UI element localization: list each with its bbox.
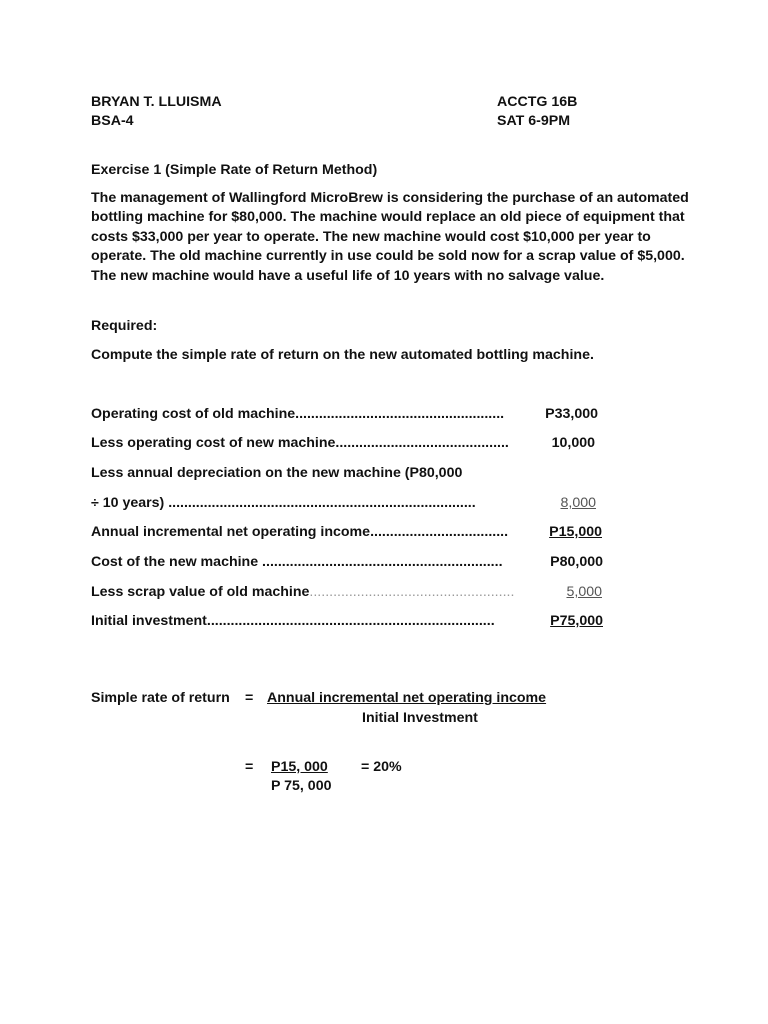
course-code: ACCTG 16B	[497, 94, 578, 110]
formula-label: Simple rate of return	[91, 690, 230, 706]
line-depreciation-years-label: ÷ 10 years) ..............................................................................	[91, 495, 476, 511]
formula-result: = 20%	[361, 759, 402, 775]
line-depreciation-value: 8,000	[560, 495, 596, 511]
line-initial-investment-value: P75,000	[550, 613, 603, 629]
student-section: BSA-4	[91, 113, 134, 129]
formula-numerator: Annual incremental net operating income	[267, 690, 547, 706]
formula-den-value: P 75, 000	[271, 778, 332, 794]
problem-statement: The management of Wallingford MicroBrew is considering the purchase of an automated bottling machine for $80,000. The machine would replace an old piece of equipment that costs $33,000 per year to operate. The new machine would cost $10,000 per year to operate. The old machine currently in use could be sold now for a scrap value of $5,000. The new machine would have a useful life of 10 years with no salvage value.	[91, 190, 689, 284]
line-old-operating-cost-value: P33,000	[545, 406, 598, 422]
line-net-operating-income-label: Annual incremental net operating income...................................	[91, 524, 509, 540]
line-machine-cost-label: Cost of the new machine .............................................................	[91, 554, 503, 570]
required-label: Required:	[91, 318, 158, 334]
formula-equals: =	[245, 690, 254, 706]
exercise-title: Exercise 1 (Simple Rate of Return Method)	[91, 162, 378, 178]
line-old-operating-cost-label: Operating cost of old machine.....................................................	[91, 406, 505, 422]
formula-denominator: Initial Investment	[362, 710, 478, 726]
line-new-operating-cost-label: Less operating cost of new machine............................................	[91, 435, 509, 451]
line-scrap-value-dots: ....................................................	[309, 584, 515, 600]
student-name: BRYAN T. LLUISMA	[91, 94, 222, 110]
formula-num-value: P15, 000	[271, 759, 328, 775]
line-depreciation-label: Less annual depreciation on the new machine (P80,000	[91, 465, 463, 481]
line-new-operating-cost-value: 10,000	[551, 435, 595, 451]
required-text: Compute the simple rate of return on the new automated bottling machine.	[91, 347, 594, 363]
line-net-operating-income-value: P15,000	[549, 524, 602, 540]
line-initial-investment-label: Initial investment.........................................................................	[91, 613, 495, 629]
line-machine-cost-value: P80,000	[550, 554, 603, 570]
formula-equals-2: =	[245, 759, 254, 775]
line-scrap-value-value: 5,000	[566, 584, 602, 600]
line-scrap-value-text: Less scrap value of old machine	[91, 584, 310, 600]
line-scrap-value-label	[91, 583, 514, 602]
class-schedule: SAT 6-9PM	[497, 113, 571, 129]
